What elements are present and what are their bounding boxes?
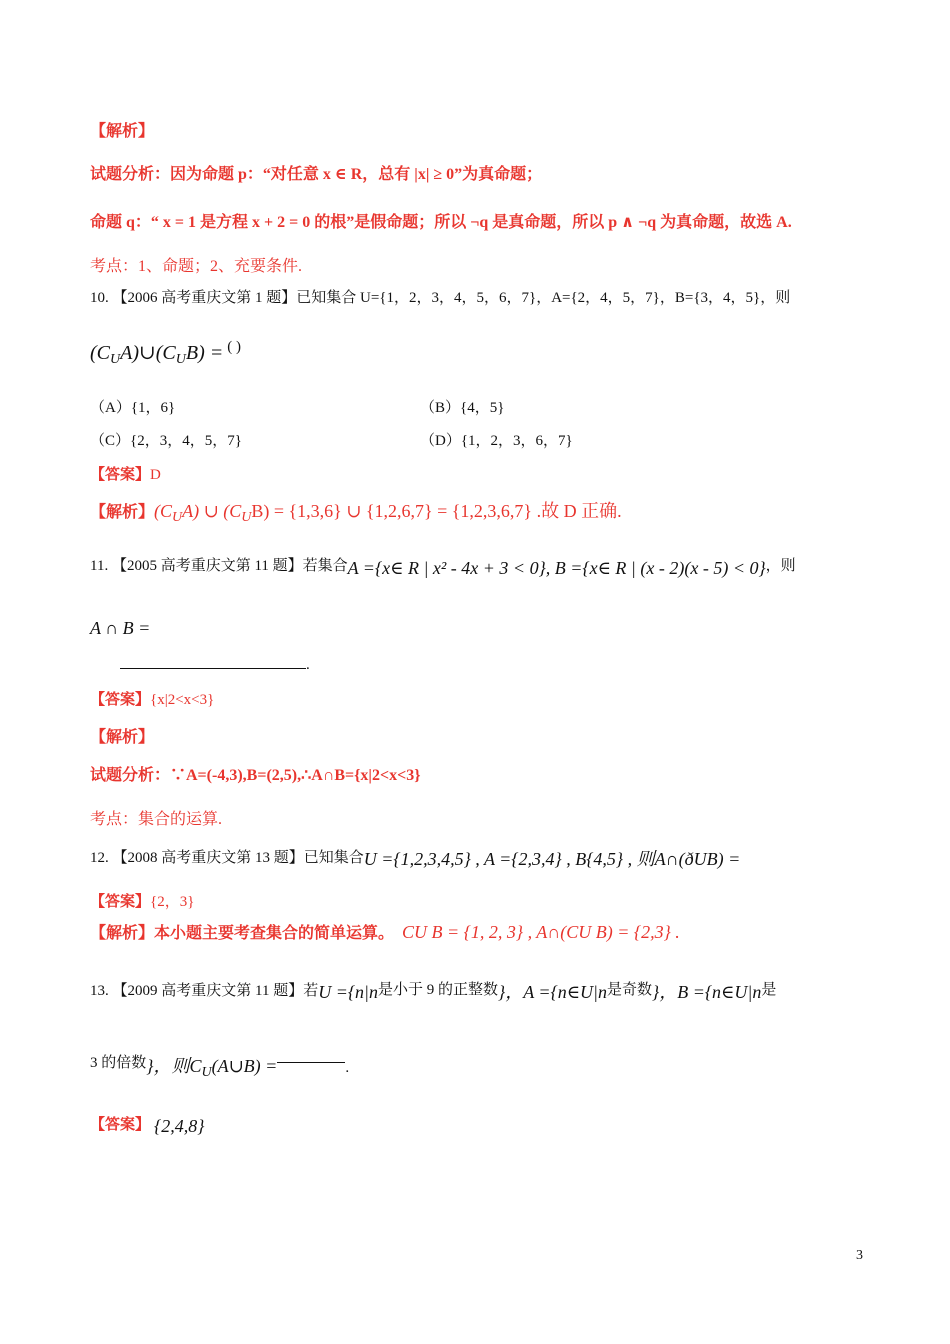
q10-formula <box>90 340 241 368</box>
q12-jiexi-text: 本小题主要考查集合的简单运算。 <box>154 925 395 942</box>
q11-blank <box>120 652 306 669</box>
q10-answer-value: D <box>150 467 161 483</box>
q13-u-word: 是小于 9 的正整数 <box>378 982 499 998</box>
q13-stem-line <box>90 978 776 1004</box>
q13-a-word: 是奇数 <box>607 982 653 998</box>
q12-answer-label: 【答案】 <box>90 894 151 910</box>
q12-answer-value: {2，3} <box>150 894 195 910</box>
q10-jiexi-part-1: (C <box>154 501 173 521</box>
q11-kaodian: 考点：集合的运算. <box>90 811 223 828</box>
q13-answer <box>90 1116 204 1137</box>
q13-u-def: U ={n|n <box>318 982 378 1002</box>
q10-jiexi-sub-1: U <box>172 510 183 526</box>
q10-jiexi-part-2: A) ∪ (C <box>182 501 242 521</box>
analysis-line-2: 命题 q：“ x = 1 是方程 x + 2 = 0 的根”是假命题；所以 ¬q 是真命题，所以 p ∧ ¬q 为真命题，故选 A. <box>90 214 792 231</box>
q13-b-def: }，B ={n∈U|n <box>652 982 762 1002</box>
q11-stem: 11. 【2005 高考重庆文第 11 题】若集合 <box>90 558 348 574</box>
q13-complement: C <box>189 1056 202 1076</box>
q10-option-a: （A）{1，6} <box>90 400 176 416</box>
q11-then: ，则 <box>765 558 796 574</box>
q13-line2-rest: }，则 <box>146 1056 190 1076</box>
q10-option-d: （D）{1，2，3，6，7} <box>420 433 573 449</box>
q11-answer-value: {x|2<x<3} <box>150 692 215 708</box>
q10-formula-part-3: B) = <box>185 342 224 364</box>
q11-answer-label: 【答案】 <box>90 692 151 708</box>
kaodian-line: 考点：1、命题；2、充要条件. <box>90 258 303 275</box>
q11-intersection: A ∩ B = <box>90 618 151 638</box>
q11-period: . <box>306 657 310 673</box>
q10-formula-sub-1: U <box>110 352 121 368</box>
q12-jiexi-formula: CU B = {1, 2, 3} , A∩(CU B) = {2,3} . <box>402 922 680 942</box>
q12-stem: 12. 【2008 高考重庆文第 13 题】已知集合 <box>90 850 364 866</box>
jiexi-label: 【解析】 <box>90 123 155 140</box>
q13-complement-rest: (A∪B) = <box>211 1056 278 1076</box>
q13-b-word: 是 <box>761 982 777 998</box>
q10-jiexi-label: 【解析】 <box>90 504 155 521</box>
q10-jiexi-part-3: B) = {1,3,6} ∪ {1,2,6,7} = {1,2,3,6,7} .故 D 正确. <box>251 501 622 521</box>
page-number: 3 <box>856 1248 863 1263</box>
q12-stem-line <box>90 845 740 871</box>
q10-answer <box>90 463 161 484</box>
q13-a-def: }，A ={n∈U|n <box>498 982 607 1002</box>
q11-set-definition: A ={x∈ R | x² - 4x + 3 < 0}, B ={x∈ R | (x - 2)(x - 5) < 0} <box>347 558 766 578</box>
q11-answer <box>90 688 214 709</box>
q10-formula-part-2: A)∪(C <box>120 342 176 364</box>
q12-answer <box>90 890 194 911</box>
q13-answer-value: {2,4,8} <box>154 1116 205 1136</box>
q10-jiexi <box>90 497 622 526</box>
q13-stem: 13. 【2009 高考重庆文第 11 题】若 <box>90 983 319 999</box>
q11-stem-line <box>90 558 796 579</box>
q10-answer-label: 【答案】 <box>90 467 151 483</box>
q10-stem: 10. 【2006 高考重庆文第 1 题】已知集合 U={1，2，3，4，5，6，7}，A={2，4，5，7}，B={3，4，5}，则 <box>90 290 791 306</box>
q10-jiexi-sub-2: U <box>241 510 252 526</box>
q13-complement-sub: U <box>201 1065 212 1081</box>
q10-option-c: （C）{2，3，4，5，7} <box>90 433 242 449</box>
q10-option-b: （B）{4，5} <box>420 400 505 416</box>
q13-period: . <box>345 1060 350 1076</box>
q11-blank-line <box>120 652 310 674</box>
q12-formula: U ={1,2,3,4,5} , A ={2,3,4} , B{4,5} , 则A∩(ðUB) = <box>363 849 741 869</box>
q10-paren: ( ) <box>227 339 242 355</box>
q11-jiexi-label: 【解析】 <box>90 729 155 746</box>
q10-formula-sub-2: U <box>175 352 186 368</box>
q13-line2-word: 3 的倍数 <box>90 1055 147 1071</box>
q13-blank <box>277 1052 345 1063</box>
q12-jiexi <box>90 920 680 943</box>
q12-jiexi-label: 【解析】 <box>90 925 155 942</box>
q10-formula-part-1: (C <box>90 342 110 364</box>
analysis-line-1: 试题分析：因为命题 p：“对任意 x ∈ R，总有 |x| ≥ 0”为真命题； <box>90 166 543 183</box>
q13-answer-label: 【答案】 <box>90 1117 151 1133</box>
q13-line-2 <box>90 1052 349 1081</box>
q11-analysis: 试题分析：∵A=(-4,3),B=(2,5),∴A∩B={x|2<x<3} <box>90 767 421 784</box>
